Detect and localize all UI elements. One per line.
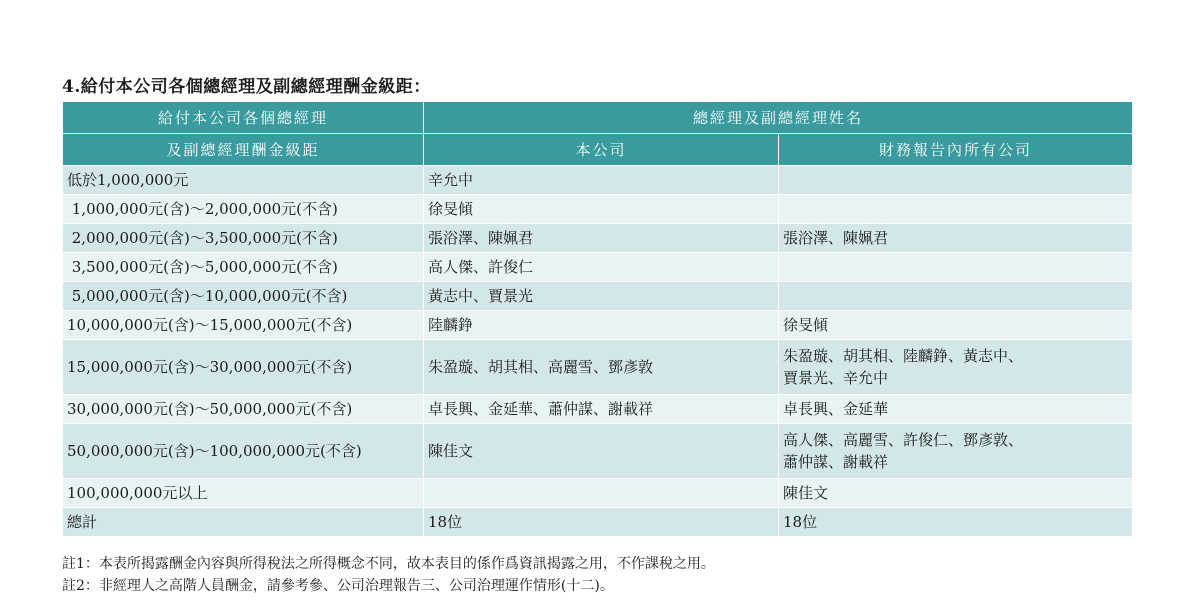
table-row	[63, 166, 1133, 195]
company-names-cell: 陳佳文	[424, 424, 779, 479]
header-range-line2: 及副總經理酬金級距	[63, 134, 424, 166]
all-companies-names-cell: 徐旻傾	[779, 311, 1133, 340]
range-text: 5,000,000元(含)～10,000,000元(不含)	[67, 287, 348, 305]
range-cell	[63, 195, 424, 224]
range-cell	[63, 282, 424, 311]
header-range-line1: 給付本公司各個總經理	[63, 102, 424, 134]
company-names-cell: 辛允中	[424, 166, 779, 195]
all-companies-total-cell: 18位	[779, 508, 1133, 537]
company-names-cell: 黃志中、賈景光	[424, 282, 779, 311]
footnotes	[62, 553, 715, 597]
all-companies-names-cell: 陳佳文	[779, 479, 1133, 508]
table-row	[63, 340, 1133, 395]
table-row	[63, 282, 1133, 311]
range-text: 1,000,000元(含)～2,000,000元(不含)	[67, 200, 338, 218]
all-companies-names-cell	[779, 424, 1133, 479]
all-companies-names-cell	[779, 195, 1133, 224]
header-col-all-companies: 財務報告內所有公司	[779, 134, 1133, 166]
company-names-cell: 張浴澤、陳姵君	[424, 224, 779, 253]
company-names-cell: 陸麟錚	[424, 311, 779, 340]
table-row	[63, 253, 1133, 282]
range-cell	[63, 224, 424, 253]
total-label-cell: 總計	[63, 508, 424, 537]
table-row	[63, 224, 1133, 253]
all-companies-names-cell	[779, 253, 1133, 282]
range-text: 3,500,000元(含)～5,000,000元(不含)	[67, 258, 338, 276]
names-line: 朱盈璇、胡其相、陸麟錚、黃志中、	[783, 347, 1024, 365]
salary-range-table	[62, 101, 1133, 537]
company-names-cell	[424, 479, 779, 508]
all-companies-names-cell: 卓長興、金延華	[779, 395, 1133, 424]
range-cell: 30,000,000元(含)～50,000,000元(不含)	[63, 395, 424, 424]
footnote-1: 註1：本表所揭露酬金內容與所得稅法之所得概念不同，故本表目的係作爲資訊揭露之用，不作課稅之用。	[62, 556, 715, 572]
range-cell: 低於1,000,000元	[63, 166, 424, 195]
table-row	[63, 195, 1133, 224]
footnote-2: 註2：非經理人之高階人員酬金，請參考參、公司治理報告三、公司治理運作情形(十二)。	[62, 578, 614, 594]
table-row	[63, 479, 1133, 508]
all-companies-names-cell: 張浴澤、陳姵君	[779, 224, 1133, 253]
all-companies-names-cell	[779, 282, 1133, 311]
range-cell: 50,000,000元(含)～100,000,000元(不含)	[63, 424, 424, 479]
range-cell	[63, 253, 424, 282]
range-cell: 10,000,000元(含)～15,000,000元(不含)	[63, 311, 424, 340]
all-companies-names-cell	[779, 166, 1133, 195]
range-text: 2,000,000元(含)～3,500,000元(不含)	[67, 229, 338, 247]
table-row	[63, 424, 1133, 479]
company-names-cell: 卓長興、金延華、蕭仲謀、謝載祥	[424, 395, 779, 424]
names-line: 高人傑、高麗雪、許俊仁、鄧彥敦、	[783, 431, 1024, 449]
table-row	[63, 395, 1133, 424]
names-line: 賈景光、辛允中	[783, 369, 889, 387]
all-companies-names-cell	[779, 340, 1133, 395]
range-cell: 100,000,000元以上	[63, 479, 424, 508]
header-col-company: 本公司	[424, 134, 779, 166]
company-names-cell: 高人傑、許俊仁	[424, 253, 779, 282]
company-total-cell: 18位	[424, 508, 779, 537]
range-cell: 15,000,000元(含)～30,000,000元(不含)	[63, 340, 424, 395]
company-names-cell: 朱盈璇、胡其相、高麗雪、鄧彥敦	[424, 340, 779, 395]
total-row	[63, 508, 1133, 537]
names-line: 蕭仲謀、謝載祥	[783, 453, 889, 471]
table-row	[63, 311, 1133, 340]
company-names-cell: 徐旻傾	[424, 195, 779, 224]
header-names-group: 總經理及副總經理姓名	[424, 102, 1133, 134]
section-title: 4.給付本公司各個總經理及副總經理酬金級距：	[62, 77, 431, 97]
